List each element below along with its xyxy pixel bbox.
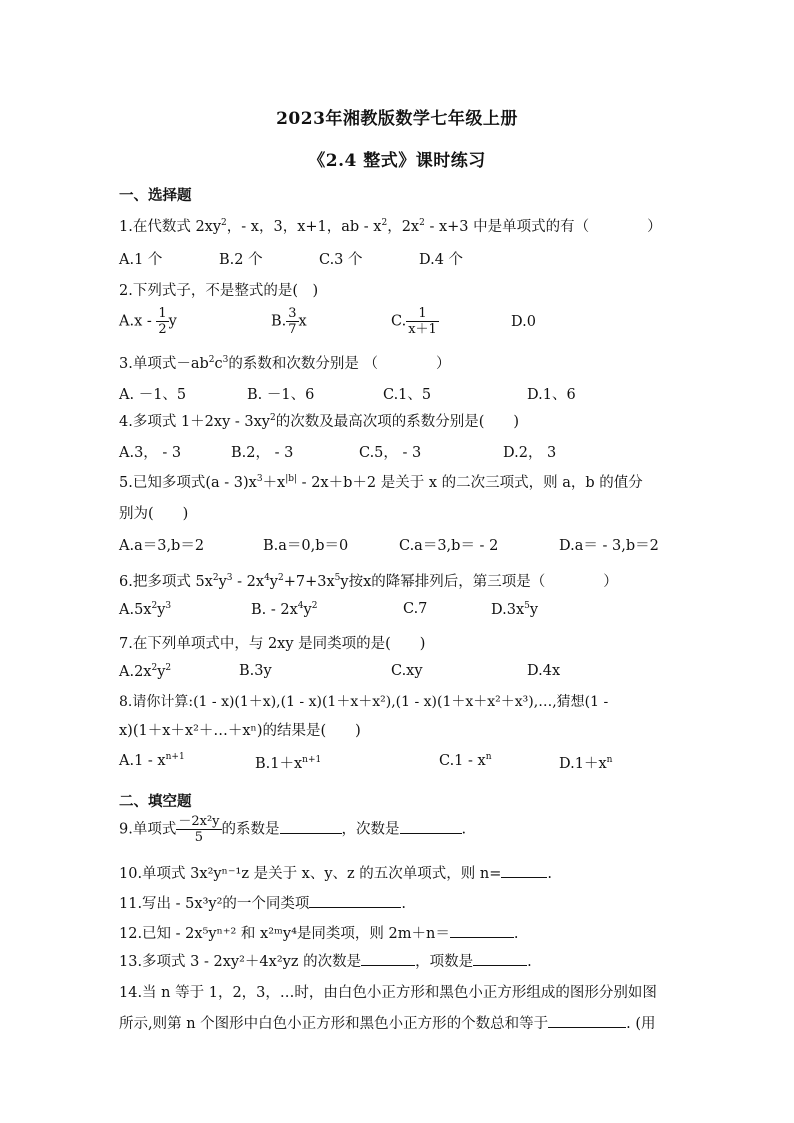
q4-option-b: B.2， - 3 bbox=[231, 445, 294, 461]
q13-blank-1[interactable] bbox=[361, 951, 415, 966]
q1-text-a: 1.在代数式 2xy bbox=[119, 219, 222, 235]
q4-text-a: 4.多项式 1＋2xy - 3xy bbox=[119, 414, 270, 430]
q13-blank-2[interactable] bbox=[473, 951, 527, 966]
section-choice-heading: 一、选择题 bbox=[119, 187, 192, 204]
q1-option-d: D.4 个 bbox=[419, 252, 464, 268]
q2-b-suffix: x bbox=[298, 313, 307, 330]
q5-text-b: ＋x bbox=[262, 475, 286, 491]
q4-text-b: 的次数及最高次项的系数分别是( ) bbox=[275, 414, 520, 430]
q8-c-exponent: n bbox=[485, 752, 492, 762]
question-14-line-2 bbox=[119, 1012, 656, 1033]
document-subtitle: 《2.4 整式》课时练习 bbox=[308, 151, 486, 171]
q8-option-a bbox=[119, 752, 185, 769]
question-8-line-1: 8.请你计算:(1 - x)(1＋x),(1 - x)(1＋x＋x²),(1 - x)(1＋x＋x²＋x³),…,猜想(1 - bbox=[119, 694, 609, 710]
q9-text-c: ，次数是 bbox=[341, 821, 400, 838]
q2-b-numerator: 3 bbox=[288, 306, 297, 321]
q6-option-a: $A.5x^2y^3$ bbox=[119, 601, 172, 618]
q3-text-a: 3.单项式－ab bbox=[119, 356, 209, 372]
q6-text-f: y按x的降幂排列后，第三项是（ ） bbox=[340, 574, 618, 590]
q2-c-numerator: 1 bbox=[406, 306, 439, 322]
q2-c-denominator: x＋1 bbox=[408, 322, 437, 337]
question-14-line-1: 14.当 n 等于 1，2，3，…时，由白色小正方形和黑色小正方形组成的图形分别如图 bbox=[119, 985, 657, 1001]
q8-b-prefix: B.1＋x bbox=[255, 756, 303, 772]
q2-c-prefix: C. bbox=[391, 313, 407, 330]
q6-text-a: 6.把多项式 5x bbox=[119, 574, 213, 590]
q5-option-d: D.a＝ - 3,b＝2 bbox=[559, 538, 659, 554]
q8-d-exponent: n bbox=[606, 755, 613, 765]
q2-a-prefix: A.x - bbox=[119, 313, 157, 330]
q12-blank[interactable] bbox=[450, 923, 514, 938]
q2-option-a bbox=[119, 306, 177, 337]
q2-c-fraction bbox=[406, 306, 439, 337]
q3-option-a: A. －1、5 bbox=[119, 387, 187, 403]
q6-option-d: $D.3x^5y$ bbox=[491, 601, 539, 618]
q4-option-a: A.3， - 3 bbox=[119, 445, 182, 461]
q13-text-c: . bbox=[527, 954, 532, 970]
q11-text-a: 11.写出 - 5x³y²的一个同类项 bbox=[119, 896, 310, 912]
q3-option-d: D.1、6 bbox=[527, 387, 576, 403]
q8-option-c bbox=[439, 752, 492, 769]
q10-blank[interactable] bbox=[501, 863, 547, 878]
q1-option-c: C.3 个 bbox=[319, 252, 363, 268]
q9-fraction bbox=[176, 814, 221, 845]
q2-a-fraction bbox=[156, 306, 168, 337]
q7-option-d: D.4x bbox=[527, 663, 561, 679]
q8-a-exponent: n+1 bbox=[165, 752, 185, 762]
question-1: 1.在代数式 $2xy^2$，- x，3，x+1，ab - $x^2$，$2x^2 - x+3$ 中是单项式的有（ ） bbox=[119, 218, 662, 235]
q3-option-b: B. －1、6 bbox=[247, 387, 315, 403]
q9-text-b: 的系数是 bbox=[221, 821, 280, 838]
q5-option-b: B.a＝0,b＝0 bbox=[263, 538, 349, 554]
q2-b-denominator: 7 bbox=[288, 322, 297, 337]
q2-option-d: D.0 bbox=[511, 314, 536, 330]
q6-text-d: y bbox=[269, 574, 278, 590]
q6-d-suffix: y bbox=[529, 602, 539, 618]
q10-text-a: 10.单项式 3x²yⁿ⁻¹z 是关于 x、y、z 的五次单项式，则 n= bbox=[119, 866, 502, 882]
q5-option-c: C.a＝3,b＝ - 2 bbox=[399, 538, 499, 554]
q2-option-c bbox=[391, 306, 439, 337]
question-5-line-1: 5.已知多项式$(a - 3)x^3+x^{|b|} - 2x+b+2$ 是关于 x 的二次三项式，则 a，b 的值分 bbox=[119, 474, 643, 491]
q8-a-prefix: A.1 - x bbox=[119, 753, 166, 769]
q6-b-mid: y bbox=[303, 602, 312, 618]
q6-a-mid: y bbox=[157, 602, 166, 618]
q6-a-prefix: A.5x bbox=[119, 602, 152, 618]
question-2: 2.下列式子，不是整式的是( ) bbox=[119, 283, 319, 299]
q1-text-b: ，- x，3，x+1，ab - x bbox=[226, 219, 382, 235]
q2-option-b bbox=[271, 306, 307, 337]
q9-blank-1[interactable] bbox=[280, 819, 342, 834]
q6-option-c: C.7 bbox=[403, 601, 428, 617]
q12-text-b: . bbox=[513, 926, 519, 942]
q8-c-prefix: C.1 - x bbox=[439, 753, 486, 769]
q6-text-b: y bbox=[218, 574, 227, 590]
q9-denominator: 5 bbox=[194, 830, 204, 845]
q3-option-c: C.1、5 bbox=[383, 387, 432, 403]
q1-text-c: ，2x bbox=[387, 219, 420, 235]
question-7: 7.在下列单项式中，与 2xy 是同类项的是( ) bbox=[119, 636, 426, 652]
q11-text-b: . bbox=[401, 896, 407, 912]
q9-numerator: －2x²y bbox=[178, 814, 220, 829]
q6-option-b: B. - $2x^4y^2$ bbox=[251, 601, 318, 618]
q5-text-c: - 2x＋b＋2 是关于 x 的二次三项式，则 a，b 的值分 bbox=[297, 475, 643, 491]
q7-a-prefix: A.2x bbox=[119, 664, 152, 680]
q5-text-a: 5.已知多项式(a - 3)x bbox=[119, 475, 257, 491]
q7-option-a: $A.2x^2y^2$ bbox=[119, 663, 172, 680]
section-fill-heading: 二、填空题 bbox=[119, 793, 192, 810]
q6-b-prefix: B. - 2x bbox=[251, 602, 298, 618]
q8-d-prefix: D.1＋x bbox=[559, 756, 607, 772]
q8-b-exponent: n+1 bbox=[302, 755, 322, 765]
question-6: 6.把多项式 $5x^2y^3 - 2x^4y^2+7+3x^5y$按x的降幂排列后，第三项是（ ） bbox=[119, 573, 618, 590]
q7-option-b: B.3y bbox=[239, 663, 272, 679]
q9-blank-2[interactable] bbox=[400, 819, 462, 834]
q14-text-a: 所示,则第 n 个图形中白色小正方形和黑色小正方形的个数总和等于 bbox=[119, 1016, 549, 1032]
q8-option-d bbox=[559, 752, 612, 773]
q4-option-d: D.2， 3 bbox=[503, 445, 557, 461]
document-title: 2023年湘教版数学七年级上册 bbox=[276, 109, 518, 129]
question-10 bbox=[119, 862, 552, 883]
q2-a-denominator: 2 bbox=[158, 322, 167, 337]
question-9 bbox=[119, 814, 466, 845]
q6-text-c: - 2x bbox=[232, 574, 265, 590]
q1-option-b: B.2 个 bbox=[219, 252, 263, 268]
question-4: 4.多项式 $1+2xy - 3xy^2$的次数及最高次项的系数分别是( ) bbox=[119, 413, 520, 430]
q1-text-d: - x+3 中是单项式的有（ ） bbox=[424, 219, 662, 235]
q12-text-a: 12.已知 - 2x⁵yⁿ⁺² 和 x²ᵐy⁴是同类项，则 2m＋n＝ bbox=[119, 926, 450, 942]
q7-a-mid: y bbox=[157, 664, 166, 680]
q7-option-c: C.xy bbox=[391, 663, 423, 679]
q6-text-e: +7+3x bbox=[283, 574, 335, 590]
q3-text-c: 的系数和次数分别是 （ ） bbox=[228, 356, 451, 372]
question-13 bbox=[119, 950, 532, 971]
q13-text-b: ，项数是 bbox=[415, 954, 474, 970]
q5-exponent: |b| bbox=[285, 474, 298, 484]
q2-a-numerator: 1 bbox=[158, 306, 167, 321]
q1-option-a: A.1 个 bbox=[119, 252, 163, 268]
q13-text-a: 13.多项式 3 - 2xy²＋4x²yz 的次数是 bbox=[119, 954, 362, 970]
q14-text-b: . (用 bbox=[626, 1016, 656, 1032]
question-8-line-2: x)(1＋x＋x²＋…＋xⁿ)的结果是( ) bbox=[119, 723, 361, 739]
question-3: 3.单项式$-ab^2c^3$的系数和次数分别是 （ ） bbox=[119, 355, 451, 372]
q3-text-b: c bbox=[214, 356, 223, 372]
question-12 bbox=[119, 922, 518, 943]
q2-a-suffix: y bbox=[168, 313, 177, 330]
q11-blank[interactable] bbox=[309, 893, 401, 908]
q2-b-fraction bbox=[286, 306, 298, 337]
q4-option-c: C.5， - 3 bbox=[359, 445, 422, 461]
q9-text-d: . bbox=[461, 821, 467, 838]
question-5-line-2: 别为( ) bbox=[119, 506, 189, 522]
q8-option-b bbox=[255, 752, 321, 773]
q9-text-a: 9.单项式 bbox=[119, 821, 177, 838]
q2-b-prefix: B. bbox=[271, 313, 287, 330]
question-11 bbox=[119, 892, 406, 913]
q14-blank[interactable] bbox=[548, 1013, 626, 1028]
q5-option-a: A.a＝3,b＝2 bbox=[119, 538, 205, 554]
q6-d-prefix: D.3x bbox=[491, 602, 525, 618]
q10-text-b: . bbox=[547, 866, 552, 882]
